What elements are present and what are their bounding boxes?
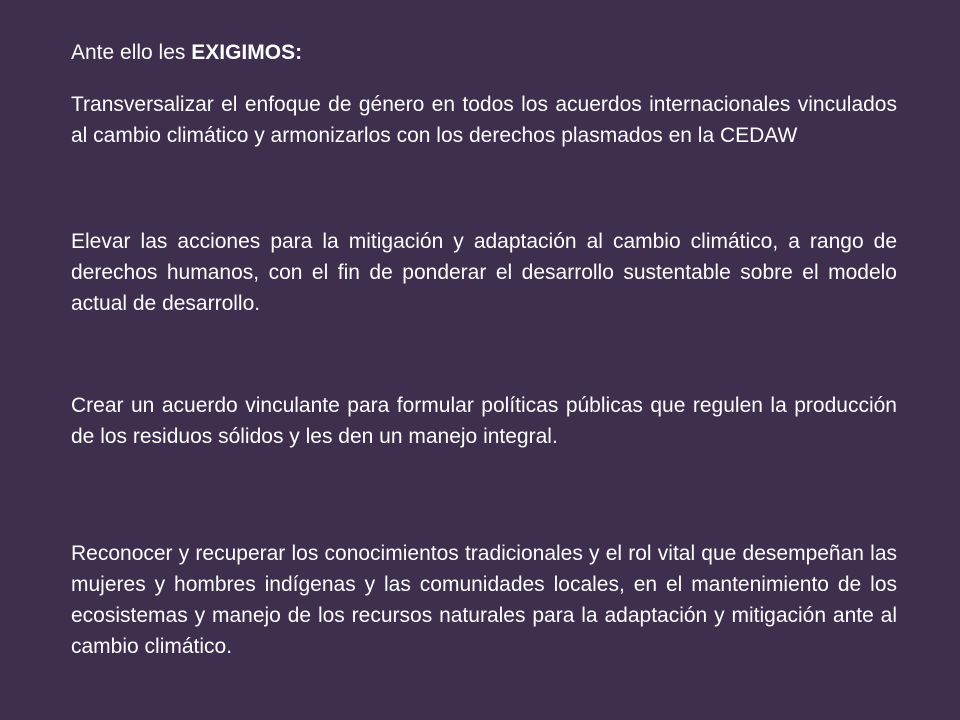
heading-emphasis: EXIGIMOS: xyxy=(191,41,303,64)
demand-paragraph-gender-mainstreaming: Transversalizar el enfoque de género en todos los acuerdos internacionales vinculados al cambio climático y armonizarlos con los derechos plasmados en la CEDAW xyxy=(71,93,897,147)
heading-prefix: Ante ello les xyxy=(71,41,192,64)
demand-paragraph-traditional-knowledge: Reconocer y recuperar los conocimientos tradicionales y el rol vital que desempeñan las mujeres y hombres indígenas y las comunidades locales, en el mantenimiento de los ecosistemas y manejo de los recursos naturales para la adaptación y mitigación ante al cambio climático. xyxy=(71,542,897,658)
demand-paragraph-human-rights: Elevar las acciones para la mitigación y adaptación al cambio climático, a rango de derechos humanos, con el fin de ponderar el desarrollo sustentable sobre el modelo actual de desarrollo. xyxy=(71,230,897,315)
demand-paragraph-solid-waste: Crear un acuerdo vinculante para formular políticas públicas que regulen la producción de los residuos sólidos y les den un manejo integral. xyxy=(71,394,897,448)
slide-heading xyxy=(71,40,302,66)
